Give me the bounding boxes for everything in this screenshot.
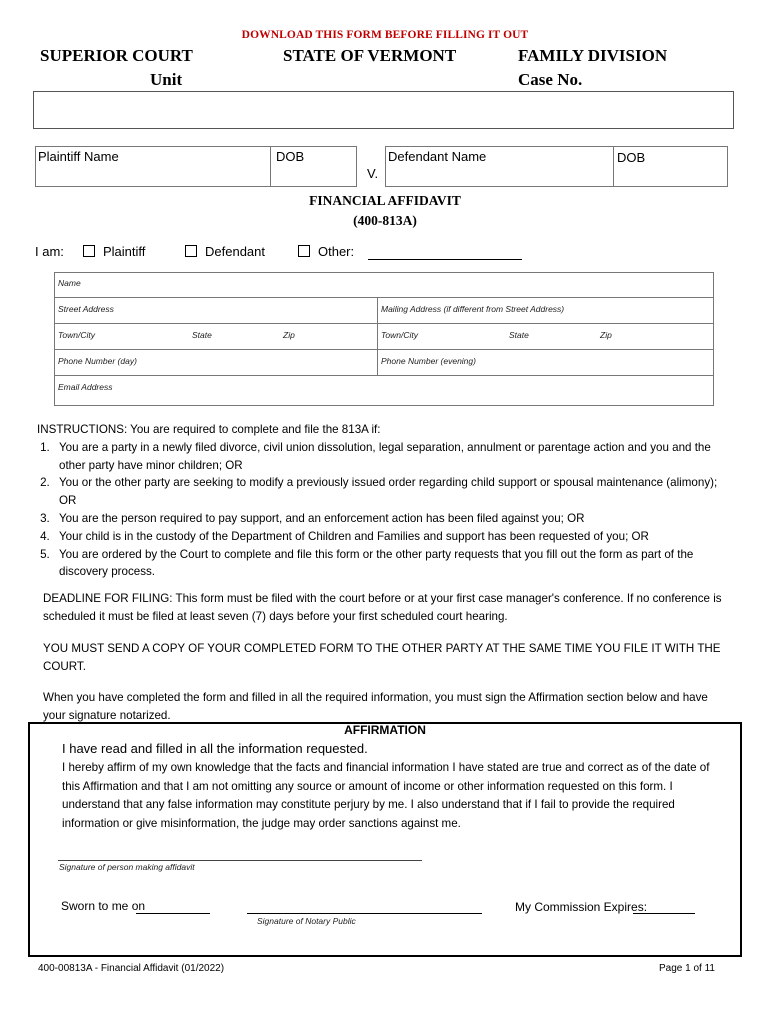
- email-field[interactable]: [54, 375, 714, 406]
- form-title: [0, 191, 770, 231]
- phone-day-label: Phone Number (day): [58, 356, 137, 366]
- plaintiff-option[interactable]: [83, 244, 145, 259]
- i-am-label: I am:: [35, 244, 64, 259]
- phone-evening-label: Phone Number (evening): [381, 356, 476, 366]
- phone-day-field[interactable]: [54, 349, 378, 376]
- sworn-on-label: Sworn to me on: [61, 899, 146, 913]
- mailing-zip-label: Zip: [600, 330, 612, 340]
- affiant-signature-label: Signature of person making affidavit: [59, 862, 195, 872]
- download-banner: DOWNLOAD THIS FORM BEFORE FILLING IT OUT: [241, 29, 529, 41]
- other-option[interactable]: [298, 244, 354, 259]
- zip-label: Zip: [283, 330, 295, 340]
- instruction-item: 3. You are the person required to pay support, and an enforcement action has been filed against you; OR: [53, 510, 737, 528]
- mailing-address-label: Mailing Address (if different from Street Address): [381, 304, 565, 314]
- defendant-checkbox[interactable]: [185, 245, 197, 257]
- form-title-line1: FINANCIAL AFFIDAVIT: [309, 193, 461, 208]
- instruction-item: 4. Your child is in the custody of the Department of Children and Families and support has been requested of you; OR: [53, 528, 737, 546]
- form-id: 400-00813A - Financial Affidavit (01/2022): [38, 963, 225, 974]
- street-address-label: Street Address: [58, 304, 114, 314]
- instructions-intro: INSTRUCTIONS: You are required to complete and file the 813A if:: [37, 423, 381, 436]
- affirmation-line1: I have read and filled in all the information requested.: [62, 741, 368, 756]
- page-number: Page 1 of 11: [659, 963, 715, 974]
- unit-case-field[interactable]: [33, 91, 734, 129]
- defendant-name-label: Defendant Name: [388, 149, 487, 164]
- defendant-name-field[interactable]: [385, 146, 614, 187]
- plaintiff-option-label: Plaintiff: [103, 244, 146, 259]
- affirmation-box: [28, 722, 742, 957]
- mailing-state-label: State: [509, 330, 529, 340]
- defendant-option[interactable]: [185, 244, 265, 259]
- instructions-list: [27, 439, 737, 581]
- town-state-zip-field[interactable]: [54, 323, 378, 350]
- sign-notice: When you have completed the form and filled in all the required information, you must sign the Affirmation section below and have your signature notarized.: [43, 691, 708, 722]
- street-address-field[interactable]: [54, 297, 378, 324]
- i-am-row: [35, 244, 735, 262]
- affirmation-title: AFFIRMATION: [344, 723, 426, 737]
- versus-label: V.: [367, 166, 379, 181]
- commission-label: My Commission Expires:: [515, 900, 648, 914]
- email-label: Email Address: [58, 382, 113, 392]
- instruction-item: 5. You are ordered by the Court to complete and file this form or the other party requests that you fill out the form as part of the discovery process.: [53, 546, 737, 582]
- deadline-text: DEADLINE FOR FILING: This form must be filed with the court before or at your first case manager's conference. If no conference is scheduled it must be filed at least seven (7) days before your first scheduled court hearing.: [43, 592, 722, 623]
- mailing-town-state-zip-field[interactable]: [377, 323, 714, 350]
- parties-table: [35, 146, 728, 187]
- plaintiff-name-label: Plaintiff Name: [38, 149, 119, 164]
- unit-label: Unit: [150, 70, 183, 89]
- town-label: Town/City: [58, 330, 96, 340]
- defendant-dob-label: DOB: [617, 150, 646, 165]
- state-name: STATE OF VERMONT: [283, 46, 457, 65]
- affirmation-paragraph: I hereby affirm of my own knowledge that the facts and financial information I have stated are true and correct as of the date of this Affirmation and that I am not omitting any source or amount of income or other information requested on this form. I understand that any false information may constitute perjury by me. I also understand that if I fail to provide the required information or give misinformation, the judge may order sanctions against me.: [62, 761, 710, 830]
- plaintiff-checkbox[interactable]: [83, 245, 95, 257]
- case-no-label: Case No.: [518, 70, 583, 89]
- notary-signature-label: Signature of Notary Public: [257, 916, 356, 926]
- notary-signature-line[interactable]: [247, 901, 482, 914]
- affiant-signature-line[interactable]: [58, 852, 422, 861]
- sworn-date-line[interactable]: [136, 900, 210, 914]
- commission-date-line[interactable]: [633, 901, 695, 914]
- other-checkbox[interactable]: [298, 245, 310, 257]
- copy-notice: YOU MUST SEND A COPY OF YOUR COMPLETED FORM TO THE OTHER PARTY AT THE SAME TIME YOU FILE IT WITH THE COURT.: [43, 642, 721, 673]
- mailing-address-field[interactable]: [377, 297, 714, 324]
- name-label: Name: [58, 278, 81, 288]
- plaintiff-dob-field[interactable]: [270, 146, 357, 187]
- instruction-item: 2. You or the other party are seeking to modify a previously issued order regarding child support or spousal maintenance (alimony); OR: [53, 474, 737, 510]
- division-name: FAMILY DIVISION: [518, 46, 668, 65]
- form-title-line2: (400-813A): [353, 213, 417, 228]
- state-label: State: [192, 330, 212, 340]
- court-name: SUPERIOR COURT: [40, 46, 193, 65]
- mailing-town-label: Town/City: [381, 330, 419, 340]
- name-field[interactable]: [54, 272, 714, 298]
- plaintiff-name-field[interactable]: [35, 146, 271, 187]
- phone-evening-field[interactable]: [377, 349, 714, 376]
- other-input-line[interactable]: [368, 244, 522, 260]
- instruction-item: 1. You are a party in a newly filed divorce, civil union dissolution, legal separation, annulment or parentage action and you and the other party have minor children; OR: [53, 439, 737, 475]
- plaintiff-dob-label: DOB: [276, 149, 305, 164]
- other-option-label: Other:: [318, 244, 355, 259]
- contact-table: [54, 272, 714, 406]
- defendant-dob-field[interactable]: [613, 146, 728, 187]
- defendant-option-label: Defendant: [205, 244, 265, 259]
- instructions: [37, 421, 737, 581]
